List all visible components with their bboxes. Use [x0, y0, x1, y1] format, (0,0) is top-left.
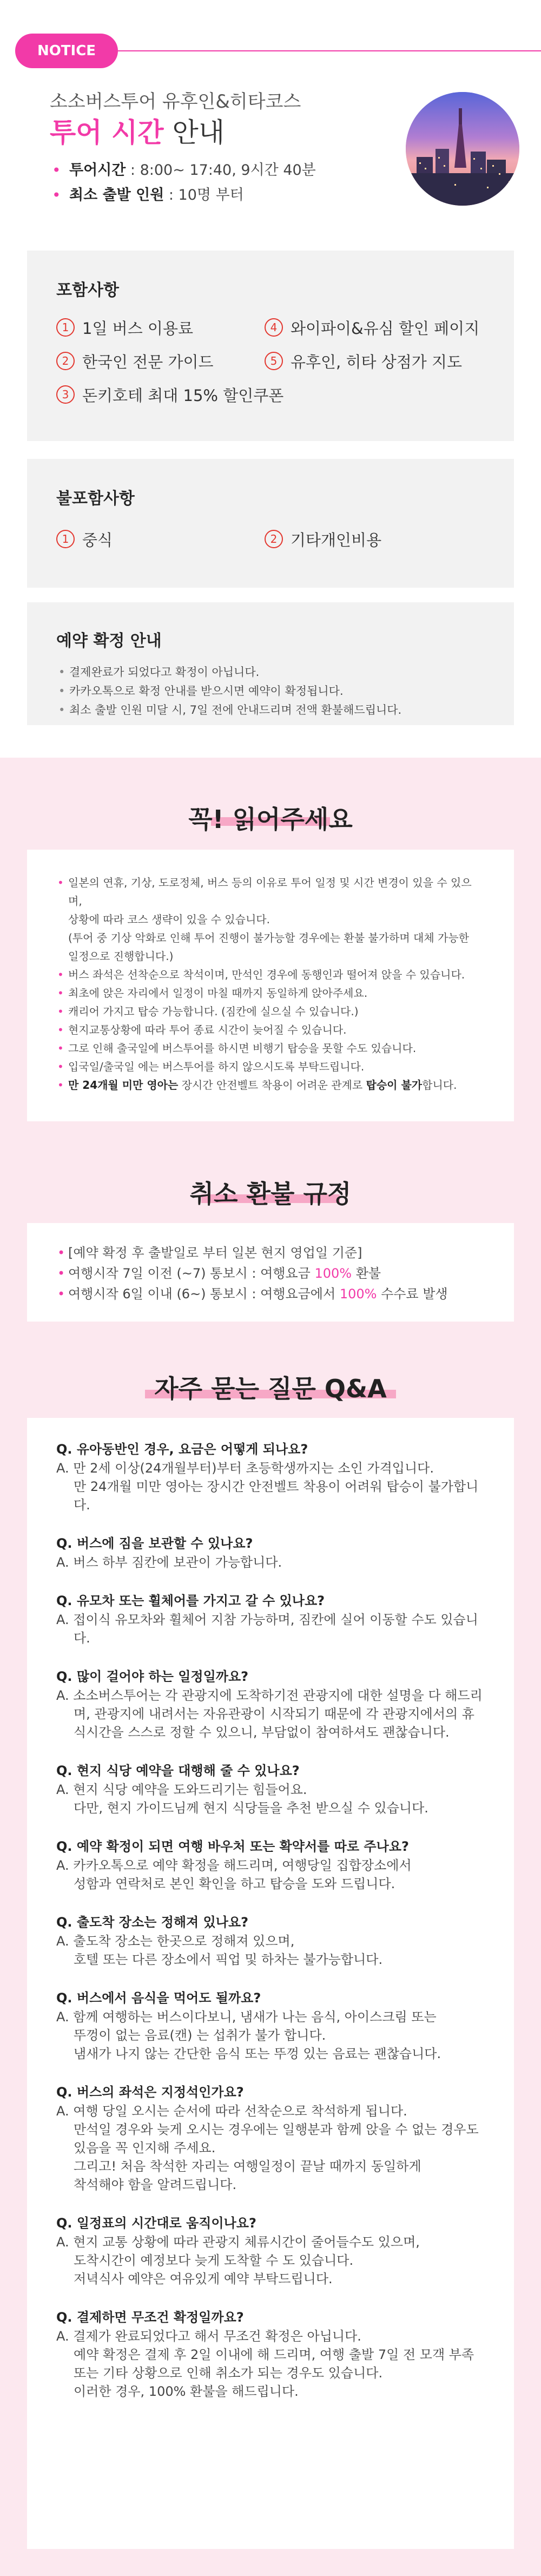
list-item: • 캐리어 가지고 탑승 가능합니다. (짐칸에 실으실 수 있습니다.)	[56, 1002, 485, 1021]
bold-text: 만 24개월 미만 영아는	[68, 1079, 179, 1092]
number-circle-icon: 1	[56, 530, 75, 548]
excluded-item	[265, 527, 492, 551]
tour-info-list	[50, 158, 316, 208]
faq-item	[56, 2082, 485, 2194]
plain-text: 수수료 발생	[377, 1286, 448, 1302]
reservation-title: 예약 확정 안내	[56, 632, 162, 650]
info-label: 투어시간	[69, 162, 126, 179]
refund-card	[27, 1223, 514, 1322]
faq-question: Q. 예약 확정이 되면 여행 바우처 또는 확약서를 따로 주나요?	[56, 1839, 409, 1854]
must-read-title: 꼭! 읽어주세요	[188, 805, 353, 834]
faq-question: Q. 버스의 좌석은 지정석인가요?	[56, 2085, 244, 2100]
list-item	[56, 1076, 485, 1094]
excluded-item-text: 중식	[82, 530, 113, 549]
info-value: : 10명 부터	[164, 187, 244, 203]
must-read-list	[56, 873, 485, 1094]
excluded-list	[56, 527, 485, 551]
faq-answer: A. 현지 식당 예약을 도와드리기는 힘들어요. 다만, 현지 가이드님께 현지 식당들을 추천 받으실 수 있습니다.	[56, 1782, 428, 1816]
info-label: 최소 출발 인원	[69, 187, 164, 203]
excluded-item	[56, 527, 265, 551]
list-item	[56, 1263, 485, 1284]
included-item	[56, 316, 265, 339]
plain-text: 여행시작 7일 이전 (~7) 통보시 : 여행요금	[68, 1266, 315, 1281]
number-circle-icon: 3	[56, 385, 75, 404]
excluded-item-text: 기타개인비용	[291, 530, 382, 549]
faq-answer: A. 카카오톡으로 예약 확정을 해드리며, 여행당일 집합장소에서 성함과 연락처로 본인 확인을 하고 탑승을 도와 드립니다.	[56, 1858, 412, 1891]
faq-title: 자주 묻는 질문 Q&A	[154, 1374, 387, 1403]
faq-answer: A. 만 2세 이상(24개월부터)부터 초등학생까지는 소인 가격입니다. 만 24개월 미만 영아는 장시간 안전벨트 착용이 어려워 탑승이 불가합니다.	[56, 1461, 479, 1513]
plain-text: 여행시작 6일 이내 (6~) 통보시 : 여행요금에서	[68, 1286, 340, 1302]
faq-item	[56, 1913, 485, 1969]
included-list	[56, 316, 485, 406]
faq-item	[56, 1988, 485, 2063]
city-skyline-image	[406, 92, 519, 206]
faq-item	[56, 2308, 485, 2401]
faq-item	[56, 1591, 485, 1647]
faq-item	[56, 1440, 485, 1514]
notice-divider	[118, 50, 541, 51]
title-accent: 투어 시간	[50, 117, 164, 148]
list-item: • [예약 확정 후 출발일로 부터 일본 현지 영업일 기준]	[56, 1243, 485, 1263]
faq-item	[56, 1534, 485, 1572]
included-item	[265, 349, 492, 373]
info-item	[50, 183, 316, 208]
list-item: • 일본의 연휴, 기상, 도로정체, 버스 등의 이유로 투어 일정 및 시간 변경이 있을 수 있으며,	[56, 873, 485, 910]
faq-answer: A. 출도착 장소는 한곳으로 정해져 있으며, 호텔 또는 다른 장소에서 픽업 및 하차는 불가능합니다.	[56, 1934, 383, 1967]
faq-card	[27, 1418, 514, 2549]
included-item	[56, 349, 265, 373]
refund-list	[56, 1243, 485, 1304]
included-item-text: 1일 버스 이용료	[82, 319, 193, 338]
list-item	[56, 1284, 485, 1304]
faq-item	[56, 1667, 485, 1742]
list-item: • 버스 좌석은 선착순으로 착석이며, 만석인 경우에 동행인과 떨어져 앉을 수 있습니다.	[56, 965, 485, 984]
info-item	[50, 158, 316, 183]
must-read-card	[27, 850, 514, 1121]
faq-answer: A. 버스 하부 짐칸에 보관이 가능합니다.	[56, 1555, 282, 1570]
faq-answer: A. 함께 여행하는 버스이다보니, 냄새가 나는 음식, 아이스크림 또는 뚜껑이 없는 음료(캔) 는 섭취가 불가 합니다. 냄새가 나지 않는 간단한 음식 또는 뚜껑 있는 음료는 괜찮습니다.	[56, 2009, 441, 2061]
faq-question: Q. 유모차 또는 휠체어를 가지고 갈 수 있나요?	[56, 1593, 325, 1608]
included-item	[56, 383, 284, 406]
info-value: : 8:00~ 17:40, 9시간 40분	[126, 162, 316, 179]
reservation-list	[56, 663, 485, 720]
list-item: 일정으로 진행합니다.)	[68, 950, 174, 963]
faq-answer: A. 소소버스투어는 각 관광지에 도착하기전 관광지에 대한 설명을 다 해드리며, 관광지에 내려서는 자유관광이 시작되기 때문에 각 관광지에서의 휴식시간을 스스로 정할 수 있으니, 부담없이 참여하셔도 괜찮습니다.	[56, 1688, 483, 1740]
faq-question: Q. 현지 식당 예약을 대행해 줄 수 있나요?	[56, 1763, 300, 1778]
faq-item	[56, 2213, 485, 2288]
faq-question: Q. 버스에 짐을 보관할 수 있나요?	[56, 1536, 253, 1551]
list-item: • 입국일/출국일 에는 버스투어를 하지 않으시도록 부탁드립니다.	[56, 1057, 485, 1076]
included-item-text: 한국인 전문 가이드	[82, 352, 214, 371]
faq-item	[56, 1761, 485, 1817]
excluded-title: 불포함사항	[56, 489, 135, 508]
included-item	[265, 316, 492, 339]
notice-badge: NOTICE	[15, 34, 118, 68]
faq-answer: A. 접이식 유모차와 휠체어 지참 가능하며, 짐칸에 실어 이동할 수도 있습니다.	[56, 1612, 478, 1646]
included-item-text: 와이파이&유심 할인 페이지	[291, 319, 480, 338]
list-item: • 현지교통상황에 따라 투어 종료 시간이 늦어질 수 있습니다.	[56, 1021, 485, 1039]
faq-answer: A. 여행 당일 오시는 순서에 따라 선착순으로 착석하게 됩니다. 만석일 경우와 늦게 오시는 경우에는 일행분과 함께 앉을 수 없는 경우도 있음을 꼭 인지해 주세요. 그리고! 처음 착석한 자리는 여행일정이 끝날 때까지 동일하게 착석해야 함을 알려드립니다.	[56, 2104, 479, 2192]
faq-item	[56, 1837, 485, 1893]
plain-text: 장시간 안전벨트 착용이 어려운 관계로	[178, 1079, 366, 1092]
list-item: • 카카오톡으로 확정 안내를 받으시면 예약이 확정됩니다.	[56, 682, 485, 701]
percent-text: 100%	[314, 1266, 352, 1281]
excluded-box	[27, 459, 514, 588]
bold-text: 탑승이 불가	[366, 1079, 423, 1092]
list-item: • 최소 출발 인원 미달 시, 7일 전에 안내드리며 전액 환불해드립니다.	[56, 701, 485, 720]
percent-text: 100%	[339, 1286, 377, 1302]
list-item: • 결제완료가 되었다고 확정이 아닙니다.	[56, 663, 485, 682]
plain-text: 환불	[352, 1266, 381, 1281]
plain-text: 합니다.	[422, 1079, 457, 1092]
reservation-box	[27, 602, 514, 725]
list-item: (투어 중 기상 악화로 인해 투어 진행이 불가능할 경우에는 환불 불가하며 대체 가능한	[68, 931, 469, 944]
number-circle-icon: 2	[56, 352, 75, 370]
header-section	[0, 0, 541, 227]
faq-question: Q. 결제하면 무조건 확정일까요?	[56, 2310, 244, 2325]
faq-answer: A. 결제가 완료되었다고 해서 무조건 확정은 아닙니다. 예약 확정은 결제 후 2일 이내에 해 드리며, 여행 출발 7일 전 모객 부족 또는 기타 상황으로 인해 취소가 되는 경우도 있습니다. 이러한 경우, 100% 환불을 해드립니다.	[56, 2329, 474, 2399]
page-title	[50, 111, 225, 150]
header-subtitle: 소소버스투어 유후인&히타코스	[50, 91, 301, 113]
number-circle-icon: 1	[56, 318, 75, 337]
included-item-text: 유후인, 히타 상점가 지도	[291, 352, 463, 371]
number-circle-icon: 2	[265, 530, 283, 548]
refund-title: 취소 환불 규정	[189, 1179, 352, 1208]
list-item: 상황에 따라 코스 생략이 있을 수 있습니다.	[68, 913, 270, 926]
included-box	[27, 251, 514, 441]
number-circle-icon: 5	[265, 352, 283, 370]
faq-question: Q. 많이 걸어야 하는 일정일까요?	[56, 1669, 249, 1684]
list-item: • 최초에 앉은 자리에서 일정이 마칠 때까지 동일하게 앉아주세요.	[56, 984, 485, 1002]
faq-question: Q. 버스에서 음식을 먹어도 될까요?	[56, 1990, 261, 2006]
faq-question: Q. 일정표의 시간대로 움직이나요?	[56, 2216, 256, 2231]
number-circle-icon: 4	[265, 318, 283, 337]
included-item-text: 돈키호테 최대 15% 할인쿠폰	[82, 386, 284, 405]
faq-answer: A. 현지 교통 상황에 따라 관광지 체류시간이 줄어들수도 있으며, 도착시간이 예정보다 늦게 도착할 수 도 있습니다. 저녁식사 예약은 여유있게 예약 부탁드립니다.	[56, 2235, 420, 2286]
faq-question: Q. 출도착 장소는 정해져 있나요?	[56, 1915, 249, 1930]
included-title: 포함사항	[56, 281, 119, 300]
list-item: • 그로 인해 출국일에 버스투어를 하시면 비행기 탑승을 못할 수도 있습니다.	[56, 1039, 485, 1057]
title-rest: 안내	[163, 117, 225, 148]
faq-question: Q. 유아동반인 경우, 요금은 어떻게 되나요?	[56, 1442, 308, 1457]
